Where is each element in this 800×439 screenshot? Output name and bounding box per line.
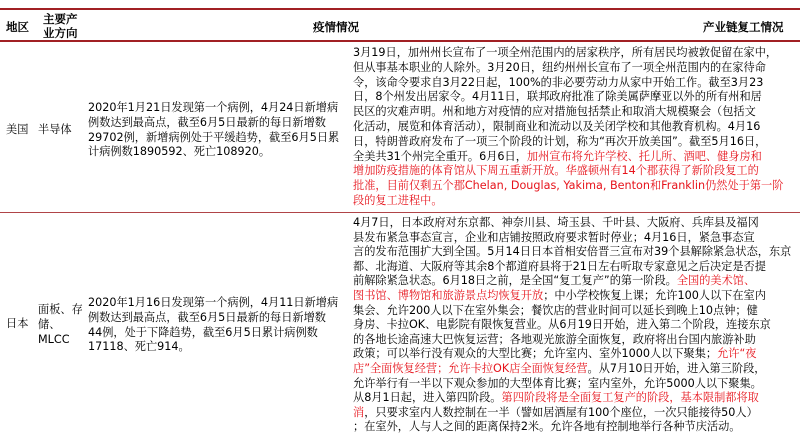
highlighted-text: 批准，目前仅剩五个郡Chelan, Douglas, Yakima, Benton和Franklin仍然处于第一阶: [353, 179, 784, 193]
text-run: ；在室外，人与人之间的距离保持2米。允许各地有控制地举行各种节庆活动。: [353, 420, 741, 434]
text-run: 民区的灾难声明。州和地方对疫情的应对措施包括禁止和取消大规模聚会（包括文: [353, 105, 756, 119]
header-bottom-rule: [0, 40, 800, 42]
row-japan-industry: [38, 303, 83, 347]
recovery-line: [353, 164, 798, 179]
header-industry: [43, 12, 78, 40]
row-usa-industry: [38, 123, 72, 138]
industry-label: 面板、存: [38, 303, 83, 316]
header-region: 地区: [6, 20, 29, 34]
recovery-line: [353, 391, 798, 406]
recovery-line: [353, 231, 798, 246]
highlighted-text: 段的复工进程中。: [353, 193, 443, 207]
industry-label: 储、: [38, 317, 61, 331]
recovery-line: [353, 135, 798, 150]
epidemic-line: 2020年1月21日发现第一个病例，4月24日新增病: [88, 101, 339, 114]
epidemic-line: 例数达到最高点，截至6月5日最新的每日新增数: [88, 115, 326, 129]
row-japan-region: [6, 317, 28, 332]
recovery-line: [353, 194, 798, 209]
text-run: 4月7日，日本政府对东京都、神奈川县、埼玉县、千叶县、大阪府、兵库县及福冈: [353, 216, 759, 229]
recovery-line: [353, 347, 798, 362]
recovery-line: [353, 179, 798, 194]
recovery-line: [353, 377, 798, 392]
text-run: 日，特朗普政府发布了一项三个阶段的计划，称为“再次开放美国”。截至5月16日，: [353, 134, 767, 148]
recovery-line: [353, 120, 798, 135]
industry-label: MLCC: [38, 332, 70, 346]
recovery-line: [353, 245, 798, 260]
top-rule: [0, 8, 800, 10]
highlighted-text: 增加防疫措施的体育馆从下周五重新开放。华盛顿州有14个郡获得了新阶段复工的: [353, 164, 759, 178]
recovery-line: [353, 289, 798, 304]
epidemic-line: 2020年1月16日发现第一个病例，4月11日新增病: [88, 296, 339, 309]
recovery-line: [353, 260, 798, 275]
recovery-line: [353, 76, 798, 91]
recovery-line: [353, 46, 798, 61]
text-run: 3月19日，加州州长宣布了一项全州范围内的居家秩序，所有居民均被敦促留在家中，: [353, 46, 778, 59]
recovery-line: [353, 61, 798, 76]
epidemic-line: 44例，处于下降趋势，截至6月5日累计病例数: [88, 325, 318, 339]
recovery-line: [353, 406, 798, 421]
highlighted-text: 店”全面恢复经营；允许卡拉OK店全面恢复经营: [353, 361, 588, 375]
text-run: 令，该命令要求自3月22日起，100%的非必要劳动力从家中开始工作。截至3月23: [353, 75, 764, 89]
recovery-line: [353, 216, 798, 231]
text-run: 的各地长途高速大巴恢复运营；各地观光旅游全面恢复，政府将出台国内旅游补助: [353, 332, 756, 346]
highlighted-text: 允许“夜: [717, 347, 757, 361]
row-usa-epidemic: [88, 101, 346, 160]
recovery-line: [353, 274, 798, 289]
recovery-line: [353, 362, 798, 377]
recovery-line: [353, 333, 798, 348]
header-industry-line: 业方向: [43, 26, 78, 40]
recovery-line: [353, 420, 798, 435]
epidemic-line: 29702例，新增病例处于平缓趋势，截至6月5日累: [88, 130, 340, 144]
text-run: ；中小学校恢复上课；允许100人以下在室内: [543, 288, 766, 302]
row-divider: [0, 212, 800, 213]
text-run: 允许举行有一半以下观众参加的大型体育比赛；室内室外，允许5000人以下聚集。: [353, 376, 762, 390]
header-recovery: 产业链复工情况: [703, 20, 784, 34]
text-run: ，只要求室内人数控制在一半（譬如居酒屋有100个座位，一次只能接待50人）: [364, 405, 758, 419]
recovery-line: [353, 105, 798, 120]
text-run: 都、北海道、大阪府等其余8个都道府县将于21日左右听取专家意见之后决定是否提: [353, 259, 766, 273]
region-label: 美国: [6, 123, 29, 136]
text-run: 政策；可以举行没有观众的大型比赛；允许室内、室外1000人以下聚集；: [353, 347, 718, 361]
text-run: 化活动，展览和体育活动），限制商业和流动以及关闭学校和其他教育机构。4月16: [353, 119, 761, 133]
highlighted-text: 第四阶段将是全面复工复产的阶段，基本限制都将取: [501, 391, 759, 405]
highlighted-text: 加州宣布将允许学校、托儿所、酒吧、健身房和: [526, 149, 762, 163]
row-japan-epidemic: [88, 296, 346, 355]
text-run: 前解除紧急状态。6月18日之前，是全国“复工复产”的第一阶段。: [353, 274, 677, 288]
highlighted-text: 消: [353, 405, 365, 419]
header-epidemic: 疫情情况: [313, 20, 359, 34]
text-run: 日，8个州发出居家令。4月11日，联邦政府批准了除美属萨摩亚以外的所有州和居: [353, 90, 762, 104]
text-run: 。从7月10日开始，进入第三阶段，: [587, 361, 766, 375]
text-run: 言的发布范围扩大到全国。5月14日日本首相安倍晋三宣布对39个县解除紧急状态，东京: [353, 245, 792, 259]
epidemic-line: 17118、死亡914。: [88, 340, 190, 354]
row-japan-recovery: [353, 216, 798, 435]
industry-label: 半导体: [38, 123, 72, 136]
text-run: 但从事基本职业的人除外。3月20日，纽约州州长宣布了一项全州范围内的在家待命: [353, 60, 766, 74]
row-usa-region: [6, 123, 28, 138]
text-run: 全美共31个州完全重开。6月6日，: [353, 149, 527, 163]
recovery-line: [353, 304, 798, 319]
epidemic-line: 例数达到最高点，截至6月5日最新的每日新增数: [88, 310, 326, 324]
region-label: 日本: [6, 317, 29, 330]
text-run: 县发布紧急事态宣言，企业和店铺按照政府要求暂时停业；4月16日，紧急事态宣: [353, 230, 755, 244]
text-run: 集会、允许200人以下在室外集会；餐饮店的营业时间可以延长到晚上10点钟；健: [353, 303, 758, 317]
row-usa-recovery: [353, 46, 798, 209]
recovery-line: [353, 90, 798, 105]
recovery-line: [353, 150, 798, 165]
header-industry-line: 主要产: [43, 12, 78, 26]
text-run: 身房、卡拉OK、电影院有限恢复营业。从6月19日开始，进入第二个阶段，连接东京: [353, 318, 771, 332]
text-run: 从8月1日起，进入第四阶段。: [353, 391, 502, 405]
highlighted-text: 全国的美术馆、: [676, 274, 756, 288]
recovery-line: [353, 318, 798, 333]
epidemic-line: 计病例数1890592、死亡108920。: [88, 145, 271, 159]
highlighted-text: 图书馆、博物馆和旅游景点均恢复开放: [353, 288, 544, 302]
